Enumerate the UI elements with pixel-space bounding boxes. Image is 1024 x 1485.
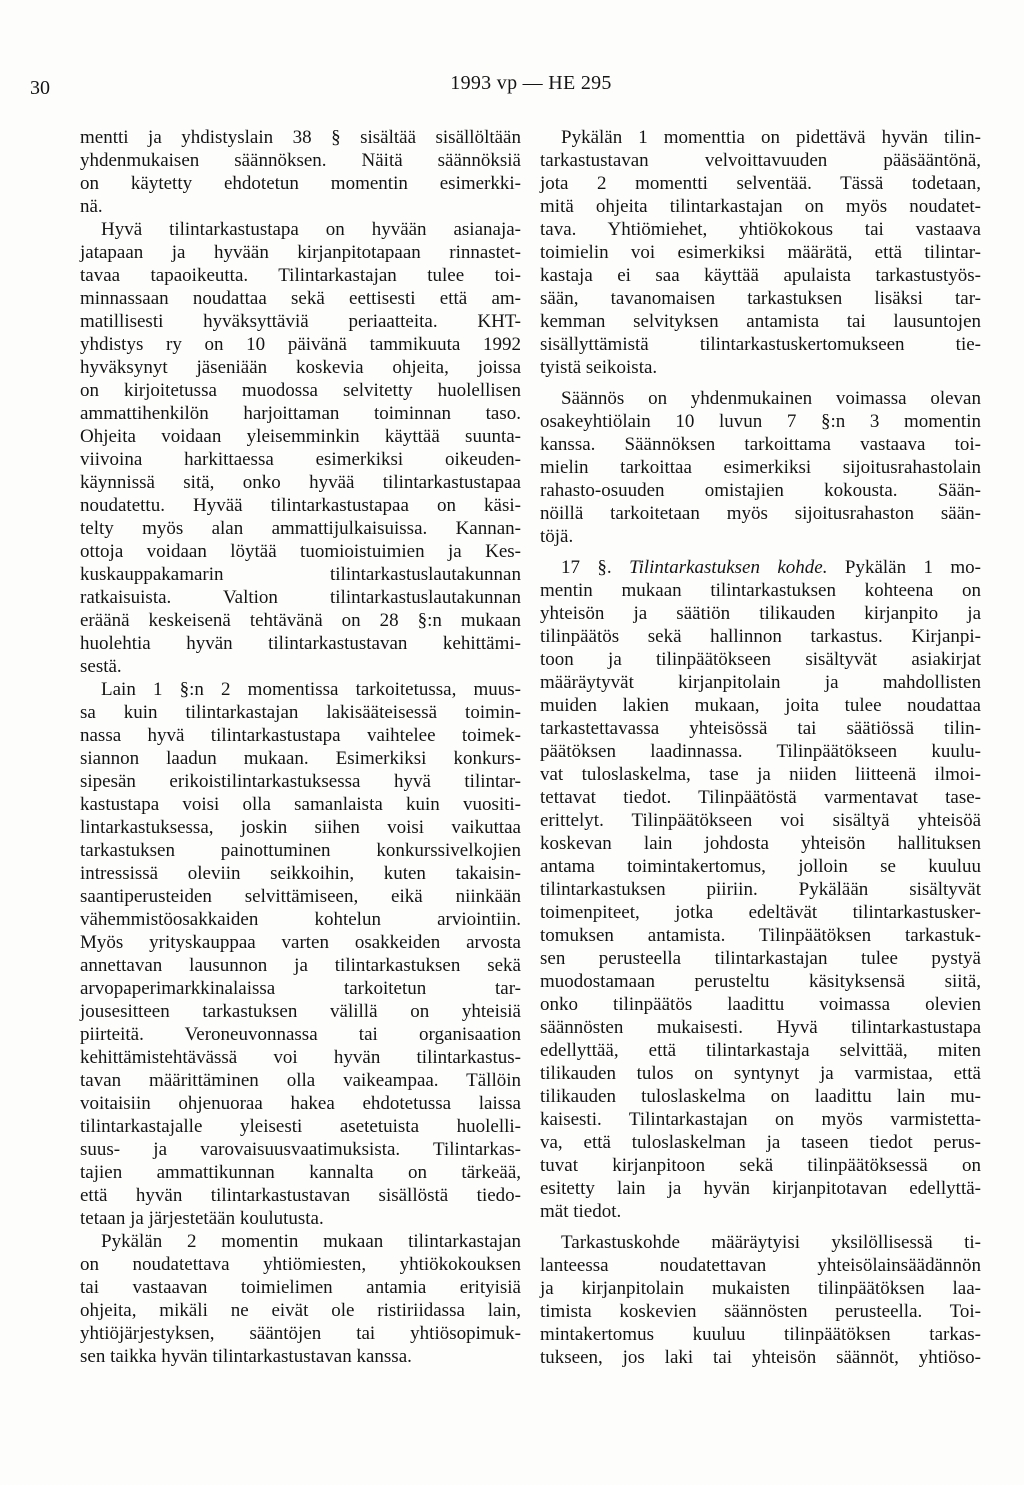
- text-line: töjä.: [540, 526, 574, 547]
- running-title: 1993 vp — HE 295: [450, 72, 612, 94]
- text-line: sa kuin tilintarkastajan lakisääteisessä toimin-: [80, 702, 521, 723]
- text-line: [540, 556, 981, 579]
- text-line: va, että tuloslaskelman ja taseen tiedot perus-: [540, 1132, 981, 1153]
- text-line: Ohjeita voidaan yleisemminkin käyttää suunta-: [80, 426, 521, 447]
- text-line: huolehtia hyvän tilintarkastustavan kehittämi-: [80, 633, 521, 654]
- text-line: yhtiöjärjestyksen, sääntöjen tai yhtiösopimuk-: [80, 1323, 521, 1344]
- text-line: sisällyttämistä tilintarkastuskertomukseen tie-: [540, 334, 981, 355]
- paragraph: [80, 678, 521, 1230]
- text-line: tilintarkastajalle yleisesti asetetuista huolelli-: [80, 1116, 521, 1137]
- text-line: on kirjoitetussa muodossa selvitetty huolellisen: [80, 380, 521, 401]
- text-line: tetaan ja järjestetään koulutusta.: [80, 1208, 324, 1229]
- text-line: mitä ohjeita tilintarkastajan on myös noudatet-: [540, 196, 981, 217]
- text-line: annettavan lausunnon ja tilintarkastuksen sekä: [80, 955, 521, 976]
- text-line: Hyvä tilintarkastustapa on hyvään asianaja-: [101, 219, 521, 240]
- text-line: saantiperusteiden selvittämiseen, eikä niinkään: [80, 886, 521, 907]
- paragraph: [80, 126, 521, 218]
- text-line: matillisesti hyväksyttäviä periaatteita. KHT-: [80, 311, 521, 332]
- text-line: on käytetty ehdotetun momentin esimerkki-: [80, 173, 521, 194]
- text-line: päätöksen laadinnassa. Tilinpäätökseen kuulu-: [540, 741, 981, 762]
- text-span: Pykälän 1 mo-: [827, 557, 982, 578]
- text-line: käynnissä sitä, onko hyvää tilintarkastustapaa: [80, 472, 521, 493]
- paragraph: [80, 218, 521, 678]
- text-line: yhdenmukaisen säännöksen. Näitä säännöksiä: [80, 150, 521, 171]
- section-heading: Tilintarkastuksen kohde.: [629, 557, 828, 578]
- text-line: tai vastaavan toimielimen antamia erityisiä: [80, 1277, 521, 1298]
- text-line: intressissä oleviin seikkoihin, kuten takaisin-: [80, 863, 521, 884]
- text-line: muodostamaan perusteltu käsityksensä siitä,: [540, 971, 981, 992]
- paragraph: [540, 126, 981, 379]
- text-line: koskevan lain johdosta yhteisön hallituksen: [540, 833, 981, 854]
- text-line: nä.: [80, 196, 103, 217]
- text-line: tettavat tiedot. Tilinpäätöstä varmentavat tase-: [540, 787, 981, 808]
- text-line: kaisesti. Tilintarkastajan on myös varmistetta-: [540, 1109, 981, 1130]
- text-line: tarkastuksen painottuminen konkurssivelkojien: [80, 840, 521, 861]
- text-line: ottoja voidaan löytää tuomioistuimien ja Kes-: [80, 541, 521, 562]
- text-line: lintarkastuksessa, joskin siihen voisi vaikuttaa: [80, 817, 521, 838]
- text-line: suus- ja varovaisuusvaatimuksista. Tilintarkas-: [80, 1139, 521, 1160]
- text-line: tilikauden tuloslaskelma on laadittu lain mu-: [540, 1086, 981, 1107]
- text-line: Pykälän 2 momentin mukaan tilintarkastajan: [101, 1231, 521, 1252]
- text-line: voitaisiin ohjenuoraa hakea ehdotetussa laissa: [80, 1093, 521, 1114]
- text-line: Myös yrityskauppaa varten osakkeiden arvosta: [80, 932, 521, 953]
- text-line: tyistä seikoista.: [540, 357, 658, 378]
- text-line: tukseen, jos laki tai yhteisön säännöt, yhtiöso-: [540, 1347, 981, 1368]
- text-line: mät tiedot.: [540, 1201, 622, 1222]
- text-line: toimenpiteet, jotka edeltävät tilintarkastusker-: [540, 902, 981, 923]
- text-line: tilintarkastuksen piiriin. Pykälään sisältyvät: [540, 879, 981, 900]
- text-line: ratkaisuista. Valtion tilintarkastuslautakunnan: [80, 587, 521, 608]
- text-line: ammattihenkilön harjoittaman toiminnan taso.: [80, 403, 521, 424]
- text-line: siannon laadun mukaan. Esimerkiksi konkurs-: [80, 748, 521, 769]
- text-line: minnassaan noudattaa sekä eettisesti että am-: [80, 288, 521, 309]
- text-line: telty myös alan ammattijulkaisuissa. Kannan-: [80, 518, 521, 539]
- text-line: on noudatettava yhtiömiesten, yhtiökokouksen: [80, 1254, 521, 1275]
- text-line: sään, tavanomaisen tarkastuksen lisäksi tar-: [540, 288, 981, 309]
- text-line: toon ja tilinpäätökseen sisältyvät asiakirjat: [540, 649, 981, 670]
- text-line: toimielin voi esimerkiksi määrätä, että tilintar-: [540, 242, 981, 263]
- text-line: noudatettu. Hyvää tilintarkastustapaa on käsi-: [80, 495, 521, 516]
- page-number: 30: [30, 77, 50, 99]
- text-line: mintakertomus kuuluu tilinpäätöksen tarkas-: [540, 1324, 981, 1345]
- text-line: erittelyt. Tilinpäätökseen voi sisältyä yhteisöä: [540, 810, 981, 831]
- text-line: tilinpäätös sekä hallinnon tarkastus. Kirjanpi-: [540, 626, 981, 647]
- text-line: muiden lakien mukaan, joita tulee noudattaa: [540, 695, 981, 716]
- text-line: kuskauppakamarin tilintarkastuslautakunnan: [80, 564, 521, 585]
- text-line: Tarkastuskohde määräytyisi yksilöllisessä ti-: [561, 1232, 981, 1253]
- text-line: kanssa. Säännöksen tarkoittama vastaava toi-: [540, 434, 981, 455]
- text-line: sestä.: [80, 656, 122, 677]
- text-line: yhdistys ry on 10 päivänä tammikuuta 1992: [80, 334, 521, 355]
- text-line: timista koskevien säännösten perusteella. Toi-: [540, 1301, 981, 1322]
- text-line: tavan määrittäminen olla vaikeampaa. Tällöin: [80, 1070, 521, 1091]
- text-line: nöillä tarkoitetaan myös sijoitusrahaston sään-: [540, 503, 981, 524]
- text-line: nassa hyvä tilintarkastustapa vaihtelee toimek-: [80, 725, 521, 746]
- text-line: edellyttää, että tilintarkastaja selvittää, miten: [540, 1040, 981, 1061]
- text-line: ja kirjanpitolain mukaisten tilinpäätöksen laa-: [540, 1278, 981, 1299]
- text-line: lanteessa noudatettavan yhteisölainsäädännön: [540, 1255, 981, 1276]
- paragraph: [540, 556, 981, 1223]
- text-line: mentin mukaan tilintarkastuksen kohteena on: [540, 580, 981, 601]
- text-line: kemman selvityksen antamista tai lausuntojen: [540, 311, 981, 332]
- text-line: onko tilinpäätös laadittu voimassa olevien: [540, 994, 981, 1015]
- text-line: tilikauden tulos on syntynyt ja varmistaa, että: [540, 1063, 981, 1084]
- text-line: vähemmistöosakkaiden kohtelun arviointiin.: [80, 909, 521, 930]
- paragraph: [540, 387, 981, 548]
- text-line: osakeyhtiölain 10 luvun 7 §:n 3 momentin: [540, 411, 981, 432]
- text-line: säännösten mukaisesti. Hyvä tilintarkastustapa: [540, 1017, 981, 1038]
- text-line: tarkastettavassa yhteisössä tai säätiössä tilin-: [540, 718, 981, 739]
- text-line: piirteitä. Veroneuvonnassa tai organisaation: [80, 1024, 521, 1045]
- text-span: 17 §.: [561, 557, 630, 578]
- text-line: tuvat kirjanpitoon sekä tilinpäätöksessä on: [540, 1155, 981, 1176]
- text-line: jousesitteen tarkastuksen välillä on yhteisiä: [80, 1001, 521, 1022]
- text-line: jota 2 momentti selventää. Tässä todetaan,: [540, 173, 981, 194]
- text-line: kehittämistehtävässä voi hyvän tilintarkastus-: [80, 1047, 521, 1068]
- text-line: antama toimintakertomus, jolloin se kuuluu: [540, 856, 981, 877]
- text-line: tajien ammattikunnan kannalta on tärkeää,: [80, 1162, 521, 1183]
- text-line: esitetty lain ja hyvän kirjanpitotavan edellyttä-: [540, 1178, 981, 1199]
- text-line: viivoina harkittaessa esimerkiksi oikeuden-: [80, 449, 521, 470]
- text-line: rahasto-osuuden omistajien kokousta. Sään-: [540, 480, 981, 501]
- text-line: vat tuloslaskelma, tase ja niiden liitteenä ilmoi-: [540, 764, 981, 785]
- text-line: sipesän erikoistilintarkastuksessa hyvä tilintar-: [80, 771, 521, 792]
- text-line: että hyvän tilintarkastustavan sisällöstä tiedo-: [80, 1185, 521, 1206]
- text-line: hyväksynyt jäseniään koskevia ohjeita, joissa: [80, 357, 521, 378]
- text-line: määräytyvät kirjanpitolain ja mahdollisten: [540, 672, 981, 693]
- text-line: tavaa tapaoikeutta. Tilintarkastajan tulee toi-: [80, 265, 521, 286]
- text-line: jatapaan ja hyvään kirjanpitotapaan rinnastet-: [80, 242, 521, 263]
- text-line: sen perusteella tilintarkastajan tulee pystyä: [540, 948, 981, 969]
- text-line: Pykälän 1 momenttia on pidettävä hyvän tilin-: [561, 127, 981, 148]
- text-line: Lain 1 §:n 2 momentissa tarkoitetussa, muus-: [101, 679, 521, 700]
- text-line: sen taikka hyvän tilintarkastustavan kanssa.: [80, 1346, 412, 1367]
- text-line: tava. Yhtiömiehet, yhtiökokous tai vastaava: [540, 219, 981, 240]
- text-line: yhteisön ja säätiön tilikauden kirjanpito ja: [540, 603, 981, 624]
- text-line: eräänä keskeisenä tehtävänä on 28 §:n mukaan: [80, 610, 521, 631]
- paragraph: [540, 1231, 981, 1369]
- right-column: [540, 126, 981, 1369]
- text-line: Säännös on yhdenmukainen voimassa olevan: [561, 388, 981, 409]
- text-line: tomuksen antamista. Tilinpäätöksen tarkastuk-: [540, 925, 981, 946]
- text-line: kastaja ei saa käyttää apulaista tarkastustyös-: [540, 265, 981, 286]
- text-line: tarkastustavan velvoittavuuden pääsääntönä,: [540, 150, 981, 171]
- paragraph: [80, 1230, 521, 1368]
- text-line: arvopaperimarkkinalaissa tarkoitetun tar-: [80, 978, 521, 999]
- text-line: kastustapa voisi olla samanlaista kuin vuositi-: [80, 794, 521, 815]
- text-line: ohjeita, mikäli ne eivät ole ristiriidassa lain,: [80, 1300, 521, 1321]
- text-line: mielin tarkoittaa esimerkiksi sijoitusrahastolain: [540, 457, 981, 478]
- left-column: [80, 126, 521, 1368]
- text-line: mentti ja yhdistyslain 38 § sisältää sisällöltään: [80, 127, 521, 148]
